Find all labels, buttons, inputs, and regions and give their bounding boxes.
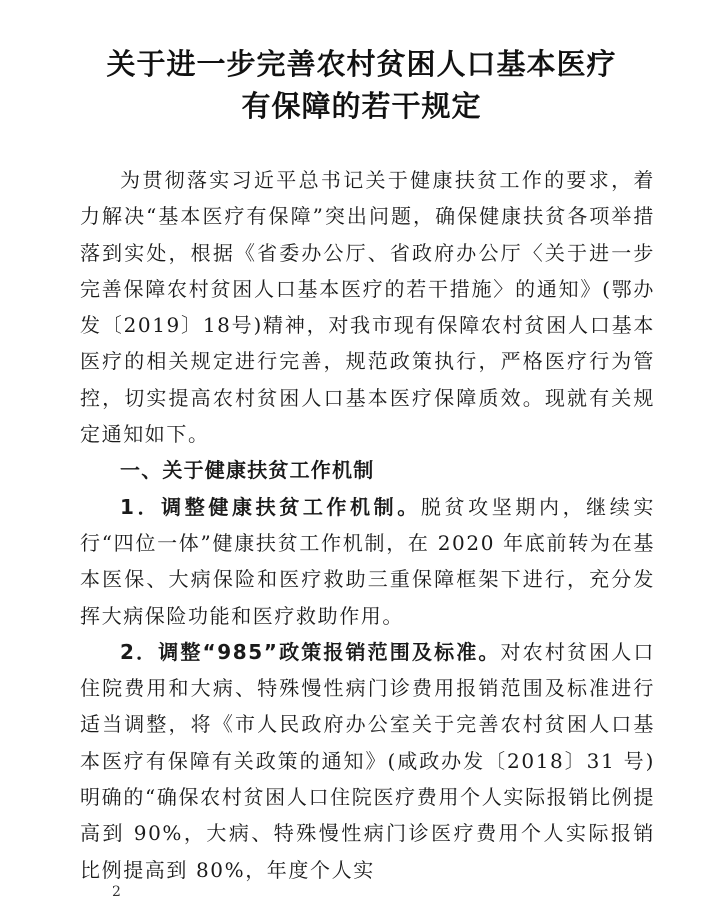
section-heading: 一、关于健康扶贫工作机制 — [120, 458, 375, 483]
document-title-line-1: 关于进一步完善农村贫困人口基本医疗 — [106, 47, 617, 81]
item-1-text: 脱贫攻坚期内，继续实行“四位一体”健康扶贫工作机制，在 2020 年底前转为在基本医保、大病保险和医疗救助三重保障框架下进行，充分发挥大病保险功能和医疗救助作用。 — [80, 494, 656, 628]
item-2-paragraph — [80, 634, 655, 888]
intro-paragraph: 为贯彻落实习近平总书记关于健康扶贫工作的要求，着力解决“基本医疗有保障”突出问题，确保健康扶贫各项举措落到实处，根据《省委办公厅、省政府办公厅〈关于进一步完善保障农村贫困人口基本医疗的若干措施〉的通知》(鄂办发〔2019〕18号)精神，对我市现有保障农村贫困人口基本医疗的相关规定进行完善，规范政策执行，严格医疗行为管控，切实提高农村贫困人口基本医疗保障质效。现就有关规定通知如下。 — [80, 168, 655, 447]
document-body — [80, 162, 655, 888]
item-1-label: 1．调整健康扶贫工作机制。 — [120, 494, 421, 519]
document-title-line-2: 有保障的若干规定 — [241, 89, 482, 123]
item-1-paragraph — [80, 489, 655, 634]
item-2-label: 2．调整“985”政策报销范围及标准。 — [120, 639, 501, 664]
page-number: 2 — [112, 884, 121, 900]
item-2-text: 对农村贫困人口住院费用和大病、特殊慢性病门诊费用报销范围及标准进行适当调整，将《市人民政府办公室关于完善农村贫困人口基本医疗有保障有关政策的通知》(咸政办发〔2018〕31 号)明确的“确保农村贫困人口住院医疗费用个人实际报销比例提高到 90%，大病、特殊慢性病门诊医疗费用个人实际报销比例提高到 80%，年度个人实 — [80, 639, 655, 882]
